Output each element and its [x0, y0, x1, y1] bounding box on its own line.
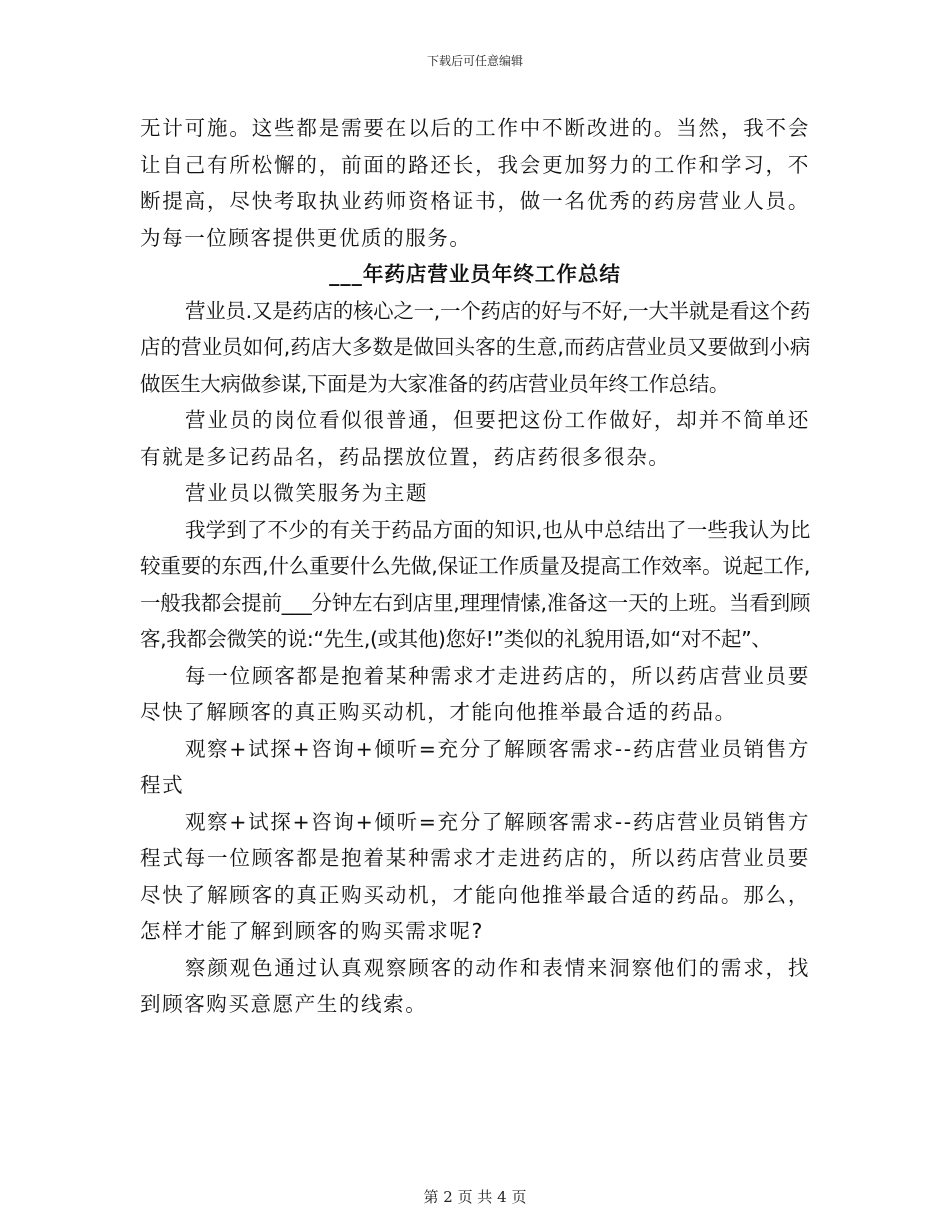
paragraph-formula-detail: 观察+试探+咨询+倾听=充分了解顾客需求--药店营业员销售方程式每一位顾客都是抱着某种需求才走进药店的，所以药店营业员要尽快了解顾客的真正购买动机，才能向他推举最合适的药品。那么，怎样才能了解到顾客的购买需求呢? — [140, 809, 810, 943]
paragraph-intro: 营业员.又是药店的核心之一,一个药店的好与不好,一大半就是看这个药店的营业员如何,药店大多数是做回头客的生意,而药店营业员又要做到小病做医生大病做参谋,下面是为大家准备的药店营业员年终工作总结。 — [140, 298, 810, 396]
paragraph-learning: 我学到了不少的有关于药品方面的知识,也从中总结出了一些我认为比较重要的东西,什么重要什么先做,保证工作质量及提高工作效率。说起工作,一般我都会提前___分钟左右到店里,理理情愫,准备这一天的上班。当看到顾客,我都会微笑的说:“先生,(或其他)您好!”类似的礼貌用语,如“对不起”、 — [140, 517, 810, 651]
page-header: 下载后可任意编辑 — [426, 54, 523, 68]
paragraph-position: 营业员的岗位看似很普通，但要把这份工作做好，却并不简单还有就是多记药品名，药品摆放位置，药店药很多很杂。 — [140, 408, 810, 469]
document-body — [140, 110, 810, 1023]
document-title: ___年药店营业员年终工作总结 — [329, 262, 621, 286]
paragraph-formula: 观察+试探+咨询+倾听=充分了解顾客需求--药店营业员销售方程式 — [140, 736, 810, 797]
paragraph-customer-needs: 每一位顾客都是抱着某种需求才走进药店的，所以药店营业员要尽快了解顾客的真正购买动机，才能向他推举最合适的药品。 — [140, 663, 810, 724]
page-number: 第 2 页 共 4 页 — [423, 1188, 527, 1206]
paragraph-observation: 察颜观色通过认真观察顾客的动作和表情来洞察他们的需求，找到顾客购买意愿产生的线索。 — [140, 955, 810, 1016]
paragraph-smile-theme: 营业员以微笑服务为主题 — [185, 481, 429, 505]
paragraph-continued: 无计可施。这些都是需要在以后的工作中不断改进的。当然，我不会让自己有所松懈的，前面的路还长，我会更加努力的工作和学习，不断提高，尽快考取执业药师资格证书，做一名优秀的药房营业人员。为每一位顾客提供更优质的服务。 — [140, 116, 810, 250]
